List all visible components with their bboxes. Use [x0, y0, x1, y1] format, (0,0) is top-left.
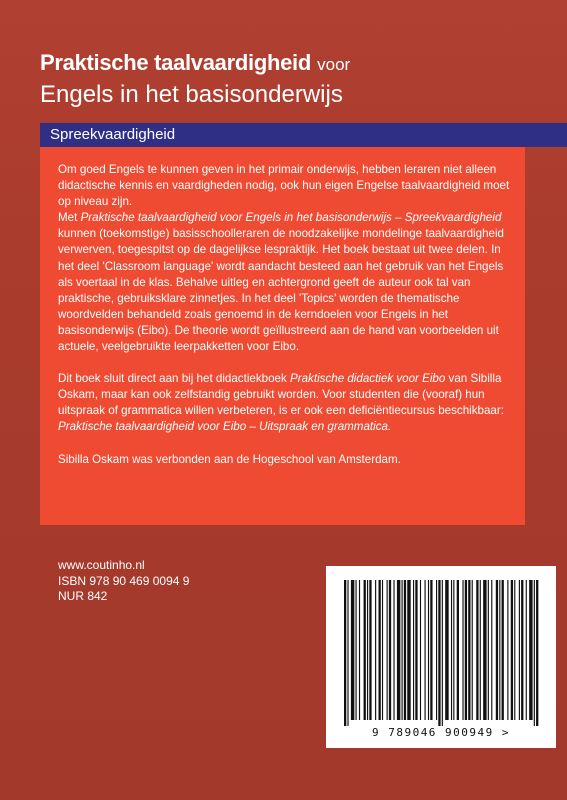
blurb-p3-course-title: Praktische taalvaardigheid voor Eibo – Uitspraak en grammatica.	[58, 420, 392, 434]
barcode-bar	[413, 580, 414, 720]
barcode-bar	[402, 580, 403, 720]
barcode-bar	[375, 580, 376, 720]
title-line-1	[40, 50, 350, 78]
publisher-website: www.coutinho.nl	[58, 558, 145, 572]
barcode-bar	[519, 580, 520, 720]
barcode-bar	[347, 580, 348, 726]
barcode-bar	[382, 580, 383, 720]
blurb-text	[58, 162, 518, 468]
barcode-bar	[465, 580, 467, 720]
barcode-bar	[415, 580, 417, 720]
title-bold-text: Praktische taalvaardigheid	[40, 50, 311, 75]
barcode-bar	[468, 580, 470, 720]
barcode-bar	[476, 580, 478, 720]
barcode-bar	[521, 580, 523, 720]
subtitle-band	[40, 123, 567, 147]
barcode-bar	[351, 580, 354, 720]
barcode-bar	[534, 580, 535, 726]
barcode-bar	[387, 580, 388, 720]
barcode-bar	[393, 580, 394, 720]
barcode-bar	[445, 580, 448, 720]
barcode-bar	[407, 580, 410, 720]
barcode-bar	[359, 580, 360, 720]
barcode-bars	[342, 580, 540, 726]
barcode-bar	[425, 580, 426, 720]
barcode-bar	[356, 580, 357, 720]
blurb-paragraph-2	[58, 210, 518, 355]
barcode-bar	[438, 580, 440, 726]
publication-info	[58, 558, 189, 605]
barcode-bar	[428, 580, 429, 720]
barcode-bar	[462, 580, 463, 720]
barcode-bar	[344, 580, 346, 726]
barcode-bar	[453, 580, 454, 720]
barcode-bar	[389, 580, 391, 720]
barcode-bar	[369, 580, 371, 720]
title-line-2: Engels in het basisonderwijs	[40, 81, 343, 108]
barcode-bar	[536, 580, 538, 726]
blurb-paragraph-4: Sibilla Oskam was verbonden aan de Hogeschool van Amsterdam.	[58, 452, 401, 466]
barcode-bar	[511, 580, 513, 720]
book-title	[40, 50, 350, 110]
barcode-bar	[507, 580, 508, 720]
blurb-p3-book-title: Praktische didactiek voor Eibo	[290, 372, 446, 386]
barcode-bar	[472, 580, 473, 720]
blurb-p2-book-title: Praktische taalvaardigheid voor Engels in het basisonderwijs – Spreekvaardigheid	[80, 211, 502, 225]
barcode-bar	[442, 580, 443, 726]
barcode-bar	[397, 580, 400, 720]
barcode-bar	[404, 580, 406, 720]
barcode-bar	[491, 580, 492, 720]
barcode-bar	[526, 580, 527, 720]
barcode-bar	[379, 580, 381, 720]
barcode-bar	[430, 580, 432, 720]
blurb-p3-start: Dit boek sluit direct aan bij het didactiekboek	[58, 372, 291, 386]
blurb-paragraph-3	[58, 371, 518, 435]
barcode-bar	[529, 580, 532, 720]
isbn: ISBN 978 90 469 0094 9	[58, 573, 190, 588]
barcode-bar	[514, 580, 515, 720]
barcode-digits: 9 789046 900949 >	[371, 726, 511, 739]
barcode-bar	[457, 580, 459, 720]
blurb-p2-rest: kunnen (toekomstige) basisschoolleraren de noodzakelijke mondelinge taalvaardigheid verwerven, toegespitst op de dagelijkse lespraktijk. Het boek bestaat uit twee delen. In het deel 'Classroom language' wordt aandacht besteed aan het gebruik van het Engels als voertaal in de klas. Behalve uitleg en achtergrond geeft de auteur ook tal van praktische, gebruiksklare zinnetjes. In het deel 'Topics' worden de thematische woordvelden behandeld zoals genoemd in de kerndoelen voor Engels in het basisonderwijs (Eibo). De theorie wordt geïllustreerd aan de hand van voorbeelden uit actuele, veelgebruikte leerpakketten voor Eibo.	[58, 227, 504, 354]
barcode-bar	[502, 580, 504, 720]
blurb-paragraph-1: Om goed Engels te kunnen geven in het primair onderwijs, hebben leraren niet alleen didactische kennis en vaardigheden nodig, ook hun eigen Engelse taalvaardigheid moet op niveau zijn.	[58, 163, 510, 209]
barcode-bar	[496, 580, 498, 720]
barcode	[326, 566, 556, 748]
barcode-bar	[451, 580, 452, 720]
barcode-bar	[499, 580, 500, 720]
barcode-bar	[367, 580, 368, 720]
barcode-bar	[480, 580, 481, 720]
nur-code: NUR 842	[58, 589, 108, 603]
barcode-bar	[364, 580, 366, 720]
barcode-bar	[436, 580, 437, 720]
blurb-p2-start: Met	[58, 211, 81, 225]
title-voor-text: voor	[317, 55, 351, 74]
subtitle: Spreekvaardigheid	[50, 126, 176, 143]
blurb-p3-middle: van Sibilla Oskam, maar kan ook zelfstandig gebruikt worden. Voor studenten die (vooraf) hun uitspraak of grammatica willen verbeteren, is er ook een deficiëntiecursus beschikbaar:	[58, 372, 504, 418]
barcode-bar	[483, 580, 486, 720]
barcode-bar	[488, 580, 489, 720]
barcode-bar	[420, 580, 421, 720]
